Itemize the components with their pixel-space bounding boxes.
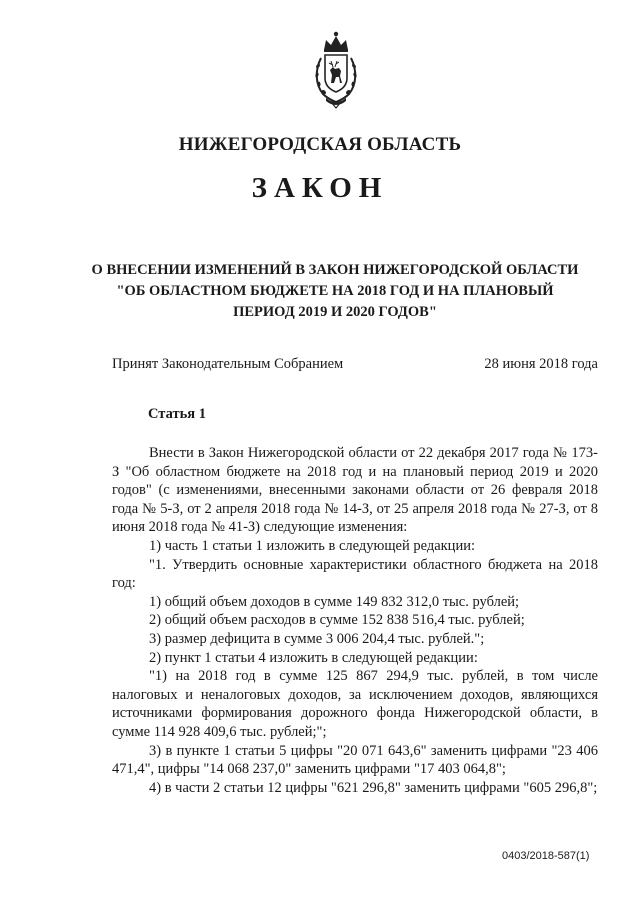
document-number: 0403/2018-587(1) [502,850,590,862]
paragraph: Внести в Закон Нижегородской области от 22 декабря 2017 года № 173-З "Об областном бюджете на 2018 год и на плановый период 2019 и 2020 годов" (с изменениями, внесенными законами области от 26 февраля 2018 года № 5-З, от 2 апреля 2018 года № 14-З, от 25 апреля 2018 года № 27-З, от 8 июня 2018 года № 41-З) следующие изменения: [112,445,598,536]
law-subject: О ВНЕСЕНИИ ИЗМЕНЕНИЙ В ЗАКОН НИЖЕГОРОДСКОЙ ОБЛАСТИ "ОБ ОБЛАСТНОМ БЮДЖЕТЕ НА 2018 ГОД И НА ПЛАНОВЫЙ ПЕРИОД 2019 И 2020 ГОДОВ" [91,262,579,320]
paragraph: 2) пункт 1 статьи 4 изложить в следующей редакции: [149,649,478,666]
adopted-by: Принят Законодательным Собранием [112,356,344,372]
document-type-title: ЗАКОН [251,172,389,204]
paragraph: "1. Утвердить основные характеристики областного бюджета на 2018 год: [112,556,598,592]
coat-of-arms-icon [311,28,361,110]
article-title: Статья 1 [148,406,206,422]
paragraph: 3) размер дефицита в сумме 3 006 204,4 тыс. рублей."; [149,630,485,647]
article-body [112,444,598,797]
adoption-date: 28 июня 2018 года [484,356,598,372]
paragraph: "1) на 2018 год в сумме 125 867 294,9 тыс. рублей, в том числе налоговых и неналоговых доходов, за исключением доходов, являющихся источниками формирования дорожного фонда Нижегородской области, в сумме 114 928 409,6 тыс. рублей;"; [112,668,598,740]
adoption-line [112,356,598,373]
region-title: НИЖЕГОРОДСКАЯ ОБЛАСТЬ [178,134,462,155]
paragraph: 2) общий объем расходов в сумме 152 838 516,4 тыс. рублей; [149,612,525,629]
paragraph: 1) часть 1 статьи 1 изложить в следующей редакции: [149,537,475,554]
paragraph: 3) в пункте 1 статьи 5 цифры "20 071 643,6" заменить цифрами "23 406 471,4", цифры "14 068 237,0" заменить цифрами "17 403 064,8"; [112,742,598,778]
paragraph: 1) общий объем доходов в сумме 149 832 312,0 тыс. рублей; [149,593,520,610]
paragraph: 4) в части 2 статьи 12 цифры "621 296,8" заменить цифрами "605 296,8"; [149,779,598,796]
